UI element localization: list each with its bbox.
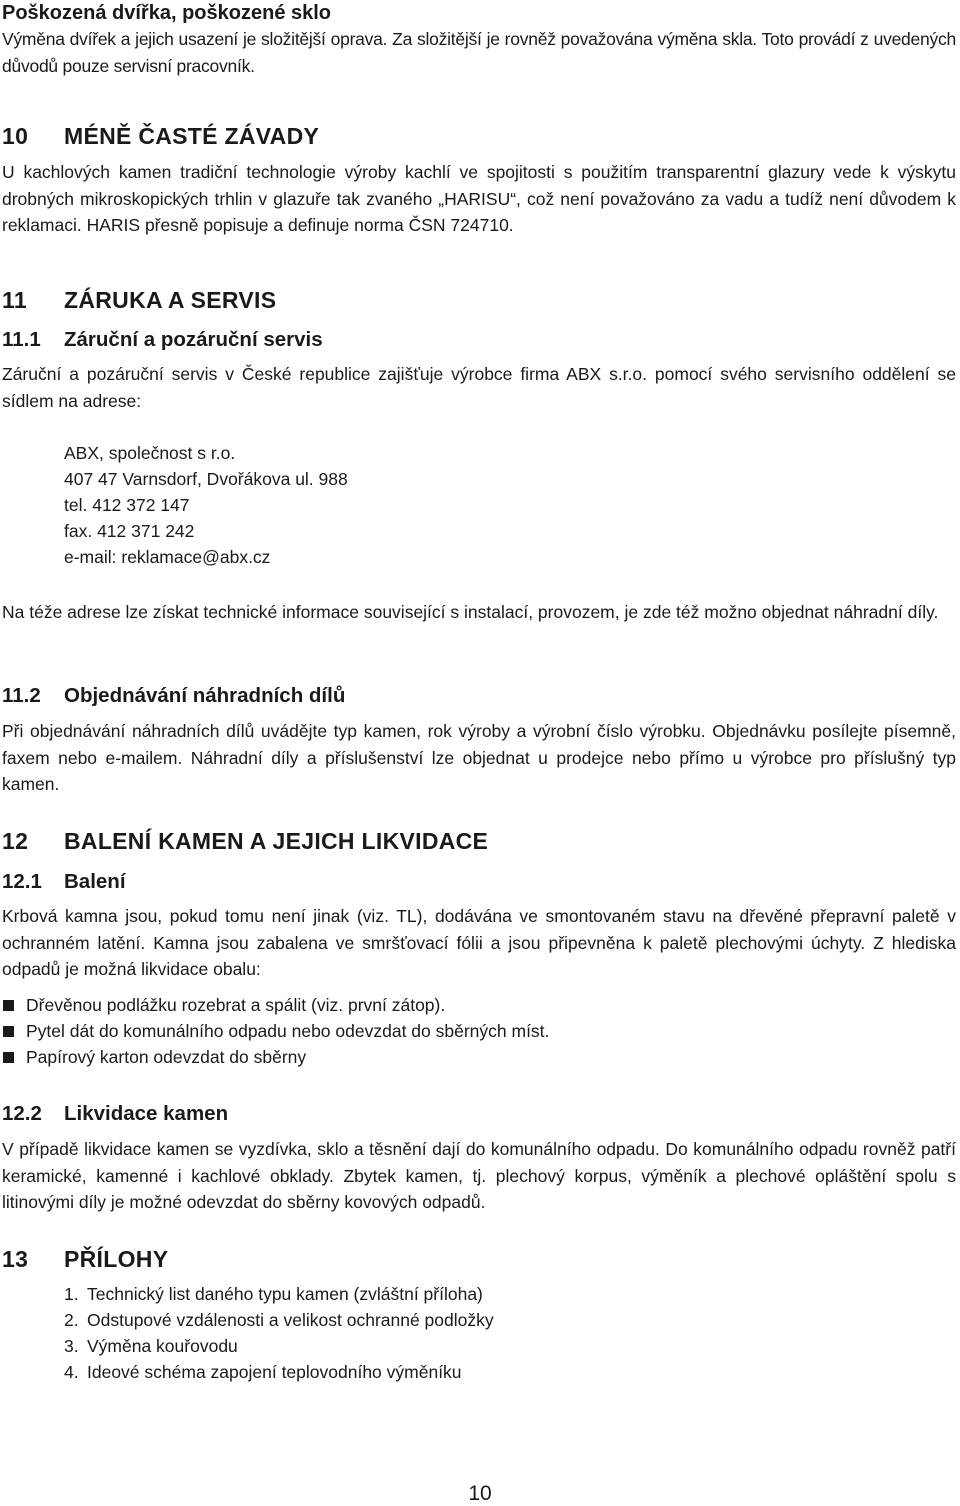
list-item [64, 1281, 764, 1307]
section-12-1-number: 12.1 [2, 870, 42, 893]
section-11-2-body [2, 718, 956, 798]
section-10-body [2, 159, 956, 239]
section-11-1-number: 11.1 [2, 328, 41, 351]
square-bullet-icon [3, 1000, 14, 1011]
list-item [64, 1307, 764, 1333]
list-item [64, 1359, 764, 1385]
section-12-2-heading [2, 1101, 228, 1127]
section-11-2-number: 11.2 [2, 684, 41, 707]
list-item-text: Ideové schéma zapojení teplovodního výměníku [87, 1362, 462, 1382]
list-item-text: Technický list daného typu kamen (zvláštní příloha) [87, 1284, 483, 1304]
section-11-heading [2, 286, 276, 314]
section-11-1-title: Záruční a pozáruční servis [64, 328, 323, 351]
damaged-door-heading: Poškozená dvířka, poškozené sklo [2, 2, 332, 24]
section-12-title: BALENÍ KAMEN A JEJICH LIKVIDACE [64, 828, 489, 854]
section-11-2-text: Při objednávání náhradních dílů uvádějte typ kamen, rok výroby a výrobní číslo výrobku. Objednávku posílejte písemně, faxem nebo e-mailem. Náhradní díly a příslušenství lze objednat u prodejce nebo přímo u výrobce pro příslušný typ kamen. [2, 721, 956, 794]
list-item-number: 2. [64, 1310, 79, 1330]
address-line-fax: fax. 412 371 242 [64, 521, 195, 541]
list-item [2, 1044, 942, 1070]
square-bullet-icon [3, 1052, 14, 1063]
section-11-1-note-text: Na téže adrese lze získat technické informace související s instalací, provozem, je zde též možno objednat náhradní díly. [2, 602, 939, 622]
section-12-1-heading [2, 869, 126, 895]
damaged-door-section [2, 0, 956, 79]
list-item-text: Pytel dát do komunálního odpadu nebo odevzdat do sběrných míst. [26, 1021, 550, 1041]
section-10-text: U kachlových kamen tradiční technologie výroby kachlí ve spojitosti s použitím transparentní glazury vede k výskytu drobných mikroskopických trhlin v glazuře tak zvaného „HARISU“, což není považováno za vadu a tudíž není důvodem k reklamaci. HARIS přesně popisuje a definuje norma ČSN 724710. [2, 162, 956, 235]
section-12-number: 12 [2, 828, 29, 854]
section-11-1-note [2, 599, 956, 626]
section-12-2-text: V případě likvidace kamen se vyzdívka, sklo a těsnění dají do komunálního odpadu. Do komunálního odpadu rovněž patří keramické, kamenné i kachlové obklady. Zbytek kamen, tj. plechový korpus, výměník a plechové opláštění spolu s litinovými díly je možné odevzdat do sběrny kovových odpadů. [2, 1139, 956, 1212]
section-12-1-text: Krbová kamna jsou, pokud tomu není jinak (viz. TL), dodávána ve smontovaném stavu na dřevěné přepravní paletě v ochranném latění. Kamna jsou zabalena ve smršťovací fólii a jsou připevněna k paletě plechovými úchyty. Z hlediska odpadů je možná likvidace obalu: [2, 906, 956, 979]
section-11-number: 11 [2, 287, 27, 313]
section-10-heading [2, 122, 319, 150]
section-13-title: PŘÍLOHY [64, 1246, 169, 1272]
list-item-text: Odstupové vzdálenosti a velikost ochranné podložky [87, 1310, 494, 1330]
address-line-company: ABX, společnost s r.o. [64, 443, 236, 463]
section-11-title: ZÁRUKA A SERVIS [64, 287, 277, 313]
page-number: 10 [468, 1482, 492, 1505]
list-item-text: Papírový karton odevzdat do sběrny [26, 1047, 307, 1067]
section-10-title: MÉNĚ ČASTÉ ZÁVADY [64, 123, 320, 149]
section-13-number: 13 [2, 1246, 29, 1272]
attachments-list [64, 1281, 764, 1385]
section-12-2-body [2, 1136, 956, 1216]
section-11-2-heading [2, 683, 345, 709]
section-11-1-heading [2, 327, 323, 353]
section-11-1-body [2, 361, 956, 414]
list-item-text: Dřevěnou podlážku rozebrat a spálit (viz. první zátop). [26, 995, 446, 1015]
section-12-1-title: Balení [64, 870, 126, 893]
list-item [64, 1333, 764, 1359]
section-11-2-title: Objednávání náhradních dílů [64, 684, 346, 707]
section-12-2-title: Likvidace kamen [64, 1102, 229, 1125]
section-12-heading [2, 827, 488, 855]
square-bullet-icon [3, 1026, 14, 1037]
section-12-2-number: 12.2 [2, 1102, 42, 1125]
list-item [2, 992, 942, 1018]
packaging-disposal-list [2, 992, 942, 1070]
list-item-number: 4. [64, 1362, 79, 1382]
list-item-number: 3. [64, 1336, 79, 1356]
service-address [64, 440, 564, 570]
damaged-door-text: Výměna dvířek a jejich usazení je složitější oprava. Za složitější je rovněž považována výměna skla. Toto provádí z uvedených důvodů pouze servisní pracovník. [2, 29, 956, 76]
list-item-text: Výměna kouřovodu [87, 1336, 238, 1356]
address-line-email: e-mail: reklamace@abx.cz [64, 547, 271, 567]
address-line-street: 407 47 Varnsdorf, Dvořákova ul. 988 [64, 469, 348, 489]
section-10-number: 10 [2, 123, 29, 149]
section-13-heading [2, 1245, 168, 1273]
address-line-phone: tel. 412 372 147 [64, 495, 190, 515]
list-item [2, 1018, 942, 1044]
section-11-1-text: Záruční a pozáruční servis v České republice zajišťuje výrobce firma ABX s.r.o. pomocí svého servisního oddělení se sídlem na adrese: [2, 364, 956, 411]
section-12-1-body [2, 903, 956, 983]
list-item-number: 1. [64, 1284, 79, 1304]
